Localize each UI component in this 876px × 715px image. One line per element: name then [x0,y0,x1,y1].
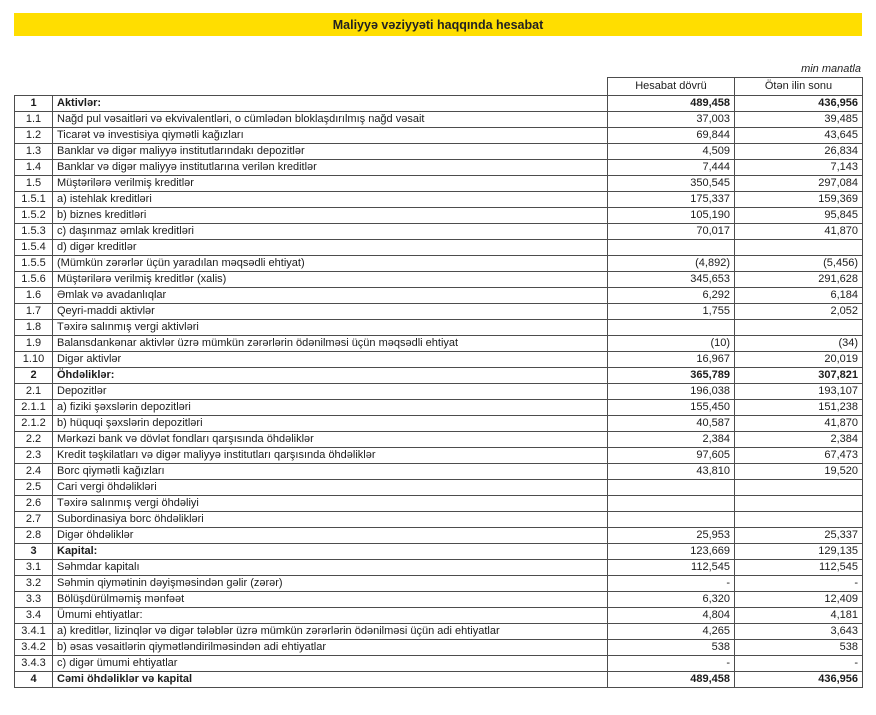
table-row [15,480,863,496]
header-spacer [53,78,608,96]
row-number: 2.6 [15,496,53,512]
row-number: 2.7 [15,512,53,528]
row-number: 2.2 [15,432,53,448]
table-row [15,384,863,400]
row-number: 2.4 [15,464,53,480]
row-value-current: 175,337 [608,192,735,208]
row-number: 2 [15,368,53,384]
row-number: 3.4.3 [15,656,53,672]
row-value-current: 350,545 [608,176,735,192]
row-value-previous: 129,135 [735,544,863,560]
row-number: 2.5 [15,480,53,496]
table-row [15,496,863,512]
table-row [15,368,863,384]
row-value-previous: 3,643 [735,624,863,640]
row-number: 1.9 [15,336,53,352]
row-label: Ticarət və investisiya qiymətli kağızları [53,128,608,144]
table-row [15,624,863,640]
financial-position-table [14,77,863,688]
row-label: Cəmi öhdəliklər və kapital [53,672,608,688]
row-label: Cari vergi öhdəlikləri [53,480,608,496]
row-value-current: 6,292 [608,288,735,304]
row-value-previous: 291,628 [735,272,863,288]
table-row [15,512,863,528]
table-row [15,352,863,368]
row-value-current: 16,967 [608,352,735,368]
row-number: 2.1.2 [15,416,53,432]
row-number: 2.1 [15,384,53,400]
table-row [15,640,863,656]
row-value-previous: 20,019 [735,352,863,368]
row-value-previous: 41,870 [735,224,863,240]
column-header-current-period: Hesabat dövrü [608,78,735,96]
row-value-current [608,496,735,512]
row-value-current: 538 [608,640,735,656]
row-value-current: 489,458 [608,96,735,112]
table-row [15,304,863,320]
row-number: 3.4.2 [15,640,53,656]
row-label: Təxirə salınmış vergi öhdəliyi [53,496,608,512]
table-row [15,288,863,304]
row-value-previous: 436,956 [735,672,863,688]
row-label: Əmlak və avadanlıqlar [53,288,608,304]
row-label: Kapital: [53,544,608,560]
row-value-current [608,240,735,256]
row-label: Müştərilərə verilmiş kreditlər (xalis) [53,272,608,288]
row-label: Borc qiymətli kağızları [53,464,608,480]
table-row [15,320,863,336]
row-value-previous: 159,369 [735,192,863,208]
table-row [15,208,863,224]
row-number: 1.7 [15,304,53,320]
row-value-current: 196,038 [608,384,735,400]
row-label: Banklar və digər maliyyə institutlarına verilən kreditlər [53,160,608,176]
column-header-previous-year: Ötən ilin sonu [735,78,863,96]
row-value-previous: 12,409 [735,592,863,608]
row-value-current [608,480,735,496]
row-value-previous: 67,473 [735,448,863,464]
row-label: Öhdəliklər: [53,368,608,384]
table-row [15,432,863,448]
page-title: Maliyyə vəziyyəti haqqında hesabat [332,17,544,32]
row-number: 2.3 [15,448,53,464]
row-number: 1.10 [15,352,53,368]
row-value-previous [735,320,863,336]
row-number: 3.4 [15,608,53,624]
row-value-current: 105,190 [608,208,735,224]
row-value-current: 2,384 [608,432,735,448]
row-value-previous: 95,845 [735,208,863,224]
table-row [15,528,863,544]
table-row [15,448,863,464]
row-value-previous [735,240,863,256]
row-label: Qeyri-maddi aktivlər [53,304,608,320]
row-number: 3.4.1 [15,624,53,640]
table-row [15,240,863,256]
table-row [15,592,863,608]
unit-note: min manatla [801,63,861,75]
row-number: 3 [15,544,53,560]
table-row [15,144,863,160]
row-value-current: 4,265 [608,624,735,640]
row-value-previous: 43,645 [735,128,863,144]
row-value-current: 489,458 [608,672,735,688]
row-value-current: 1,755 [608,304,735,320]
row-label: Təxirə salınmış vergi aktivləri [53,320,608,336]
table-row [15,224,863,240]
row-label: Digər öhdəliklər [53,528,608,544]
row-number: 1.6 [15,288,53,304]
row-label: Səhmdar kapitalı [53,560,608,576]
table-row [15,560,863,576]
row-value-previous: (34) [735,336,863,352]
row-label: Subordinasiya borc öhdəlikləri [53,512,608,528]
row-value-previous: 6,184 [735,288,863,304]
row-label: Depozitlər [53,384,608,400]
row-value-previous: 19,520 [735,464,863,480]
row-value-current: 155,450 [608,400,735,416]
table-row [15,192,863,208]
row-value-previous: 193,107 [735,384,863,400]
row-value-current: 6,320 [608,592,735,608]
row-value-previous: 2,052 [735,304,863,320]
row-value-current: 365,789 [608,368,735,384]
row-value-current: 70,017 [608,224,735,240]
row-value-current: 40,587 [608,416,735,432]
row-number: 1.8 [15,320,53,336]
row-number: 1.3 [15,144,53,160]
row-value-current: (4,892) [608,256,735,272]
row-value-previous: (5,456) [735,256,863,272]
row-label: Nağd pul vəsaitləri və ekvivalentləri, o cümlədən bloklaşdırılmış nağd vəsait [53,112,608,128]
row-value-current: 123,669 [608,544,735,560]
row-value-previous: 112,545 [735,560,863,576]
row-value-current: - [608,656,735,672]
row-value-current: 4,804 [608,608,735,624]
row-number: 1.5.1 [15,192,53,208]
row-value-current: 37,003 [608,112,735,128]
row-number: 1.5.4 [15,240,53,256]
row-value-previous: - [735,576,863,592]
row-value-previous: 307,821 [735,368,863,384]
table-row [15,544,863,560]
row-label: Müştərilərə verilmiş kreditlər [53,176,608,192]
row-value-previous: 26,834 [735,144,863,160]
table-row [15,608,863,624]
row-value-current [608,512,735,528]
row-number: 1 [15,96,53,112]
row-number: 3.1 [15,560,53,576]
row-value-previous [735,480,863,496]
table-row [15,112,863,128]
row-number: 1.2 [15,128,53,144]
row-number: 1.5.2 [15,208,53,224]
table-row [15,416,863,432]
row-value-current: - [608,576,735,592]
table-row [15,128,863,144]
row-number: 1.5 [15,176,53,192]
row-label: c) daşınmaz əmlak kreditləri [53,224,608,240]
row-value-current: 43,810 [608,464,735,480]
table-row [15,576,863,592]
row-number: 4 [15,672,53,688]
row-label: Ümumi ehtiyatlar: [53,608,608,624]
row-label: Digər aktivlər [53,352,608,368]
row-value-current: 7,444 [608,160,735,176]
table-row [15,400,863,416]
row-number: 1.1 [15,112,53,128]
row-value-previous: 2,384 [735,432,863,448]
row-number: 1.5.3 [15,224,53,240]
row-number: 1.4 [15,160,53,176]
row-label: b) əsas vəsaitlərin qiymətləndirilməsindən adi ehtiyatlar [53,640,608,656]
row-value-current: 97,605 [608,448,735,464]
row-label: a) fiziki şəxslərin depozitləri [53,400,608,416]
row-value-previous: 41,870 [735,416,863,432]
row-label: Kredit təşkilatları və digər maliyyə institutları qarşısında öhdəliklər [53,448,608,464]
row-number: 2.8 [15,528,53,544]
row-value-current: 4,509 [608,144,735,160]
row-value-previous: 7,143 [735,160,863,176]
row-label: Mərkəzi bank və dövlət fondları qarşısında öhdəliklər [53,432,608,448]
row-value-previous: 538 [735,640,863,656]
row-label: a) istehlak kreditləri [53,192,608,208]
report-title-banner [14,13,862,36]
row-value-previous: 4,181 [735,608,863,624]
row-label: b) hüquqi şəxslərin depozitləri [53,416,608,432]
row-number: 2.1.1 [15,400,53,416]
row-value-previous: 39,485 [735,112,863,128]
table-row [15,96,863,112]
table-header-row [15,78,863,96]
table-row [15,272,863,288]
table-row [15,672,863,688]
header-spacer [15,78,53,96]
row-number: 1.5.5 [15,256,53,272]
row-label: a) kreditlər, lizinqlər və digər tələblər üzrə mümkün zərərlərin ödənilməsi üçün adi ehtiyatlar [53,624,608,640]
row-number: 3.3 [15,592,53,608]
row-value-previous: 436,956 [735,96,863,112]
table-row [15,256,863,272]
row-value-previous [735,512,863,528]
table-row [15,160,863,176]
row-number: 3.2 [15,576,53,592]
table-row [15,176,863,192]
row-label: Bölüşdürülməmiş mənfəət [53,592,608,608]
row-value-current: (10) [608,336,735,352]
row-label: Aktivlər: [53,96,608,112]
row-value-previous: 151,238 [735,400,863,416]
table-row [15,656,863,672]
row-label: c) digər ümumi ehtiyatlar [53,656,608,672]
row-value-current [608,320,735,336]
row-label: Səhmin qiymətinin dəyişməsindən gəlir (zərər) [53,576,608,592]
table-row [15,336,863,352]
row-number: 1.5.6 [15,272,53,288]
row-value-current: 25,953 [608,528,735,544]
row-value-previous: 25,337 [735,528,863,544]
row-value-current: 69,844 [608,128,735,144]
row-label: Banklar və digər maliyyə institutlarındakı depozitlər [53,144,608,160]
row-label: d) digər kreditlər [53,240,608,256]
row-value-previous: 297,084 [735,176,863,192]
row-value-current: 345,653 [608,272,735,288]
row-label: (Mümkün zərərlər üçün yaradılan məqsədli ehtiyat) [53,256,608,272]
table-row [15,464,863,480]
row-label: Balansdankənar aktivlər üzrə mümkün zərərlərin ödənilməsi üçün məqsədli ehtiyat [53,336,608,352]
row-label: b) biznes kreditləri [53,208,608,224]
row-value-previous [735,496,863,512]
row-value-previous: - [735,656,863,672]
row-value-current: 112,545 [608,560,735,576]
